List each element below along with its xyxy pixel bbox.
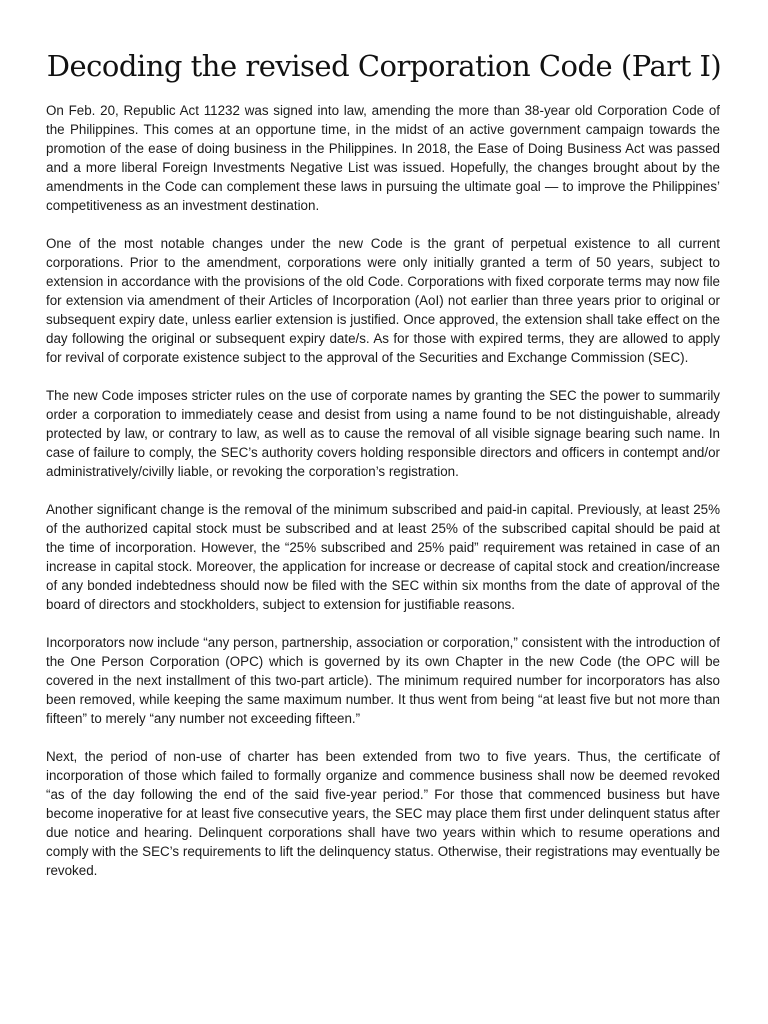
- paragraph-capital: Another significant change is the removal of the minimum subscribed and paid-in capital. Previously, at least 25% of the authorized capital stock must be subscribed and at least 25% of the subscribed capital should be paid at the time of incorporation. However, the “25% subscribed and 25% paid” requirement was retained in case of an increase in capital stock. Moreover, the application for increase or decrease of capital stock and creation/increase of any bonded indebtedness should now be filed with the SEC within six months from the date of approval of the board of directors and stockholders, subject to extension for justifiable reasons.: [46, 502, 720, 612]
- paragraph-corporate-names: The new Code imposes stricter rules on the use of corporate names by granting the SEC the power to summarily order a corporation to immediately cease and desist from using a name found to be not distinguishable, already protected by law, or contrary to law, as well as to cause the removal of all visible signage bearing such name. In case of failure to comply, the SEC’s authority covers holding responsible directors and officers in contempt and/or administratively/civilly liable, or revoking the corporation’s registration.: [46, 388, 720, 479]
- paragraph-perpetual-intro: On Feb. 20, Republic Act 11232 was signed into law, amending the more than 38-year old Corporation Code of the Philippines. This comes at an opportune time, in the midst of an active government campaign towards the promotion of the ease of doing business in the Philippines. In 2018, the Ease of Doing Business Act was passed and a more liberal Foreign Investments Negative List was issued. Hopefully, the changes brought about by the amendments in the Code can complement these laws in pursuing the ultimate goal — to improve the Philippines’ competitiveness as an investment destination.: [46, 103, 720, 213]
- document-title: Decoding the revised Corporation Code (Part I): [46, 49, 722, 83]
- paragraph-non-use-of-charter: Next, the period of non-use of charter has been extended from two to five years. Thus, the certificate of incorporation of those which failed to formally organize and commence business shall now be deemed revoked “as of the day following the end of the said five-year period.” For those that commenced business but have become inoperative for at least five consecutive years, the SEC may place them first under delinquent status after due notice and hearing. Delinquent corporations shall have two years within which to resume operations and comply with the SEC’s requirements to lift the delinquency status. Otherwise, their registrations may eventually be revoked.: [46, 749, 720, 878]
- paragraph-incorporators: Incorporators now include “any person, partnership, association or corporation,” consistent with the introduction of the One Person Corporation (OPC) which is governed by its own Chapter in the new Code (the OPC will be covered in the next installment of this two-part article). The minimum required number for incorporators has also been removed, while keeping the same maximum number. It thus went from being “at least five but not more than fifteen” to merely “any number not exceeding fifteen.”: [46, 635, 720, 726]
- article-body: [46, 101, 720, 899]
- paragraph-perpetual-existence: One of the most notable changes under the new Code is the grant of perpetual existence to all current corporations. Prior to the amendment, corporations were only initially granted a term of 50 years, subject to extension in accordance with the provisions of the old Code. Corporations with fixed corporate terms may now file for extension via amendment of their Articles of Incorporation (AoI) not earlier than three years prior to original or subsequent expiry date, unless earlier extension is justified. Once approved, the extension shall take effect on the day following the original or subsequent expiry date/s. As for those with expired terms, they are allowed to apply for revival of corporate existence subject to the approval of the Securities and Exchange Commission (SEC).: [46, 236, 720, 365]
